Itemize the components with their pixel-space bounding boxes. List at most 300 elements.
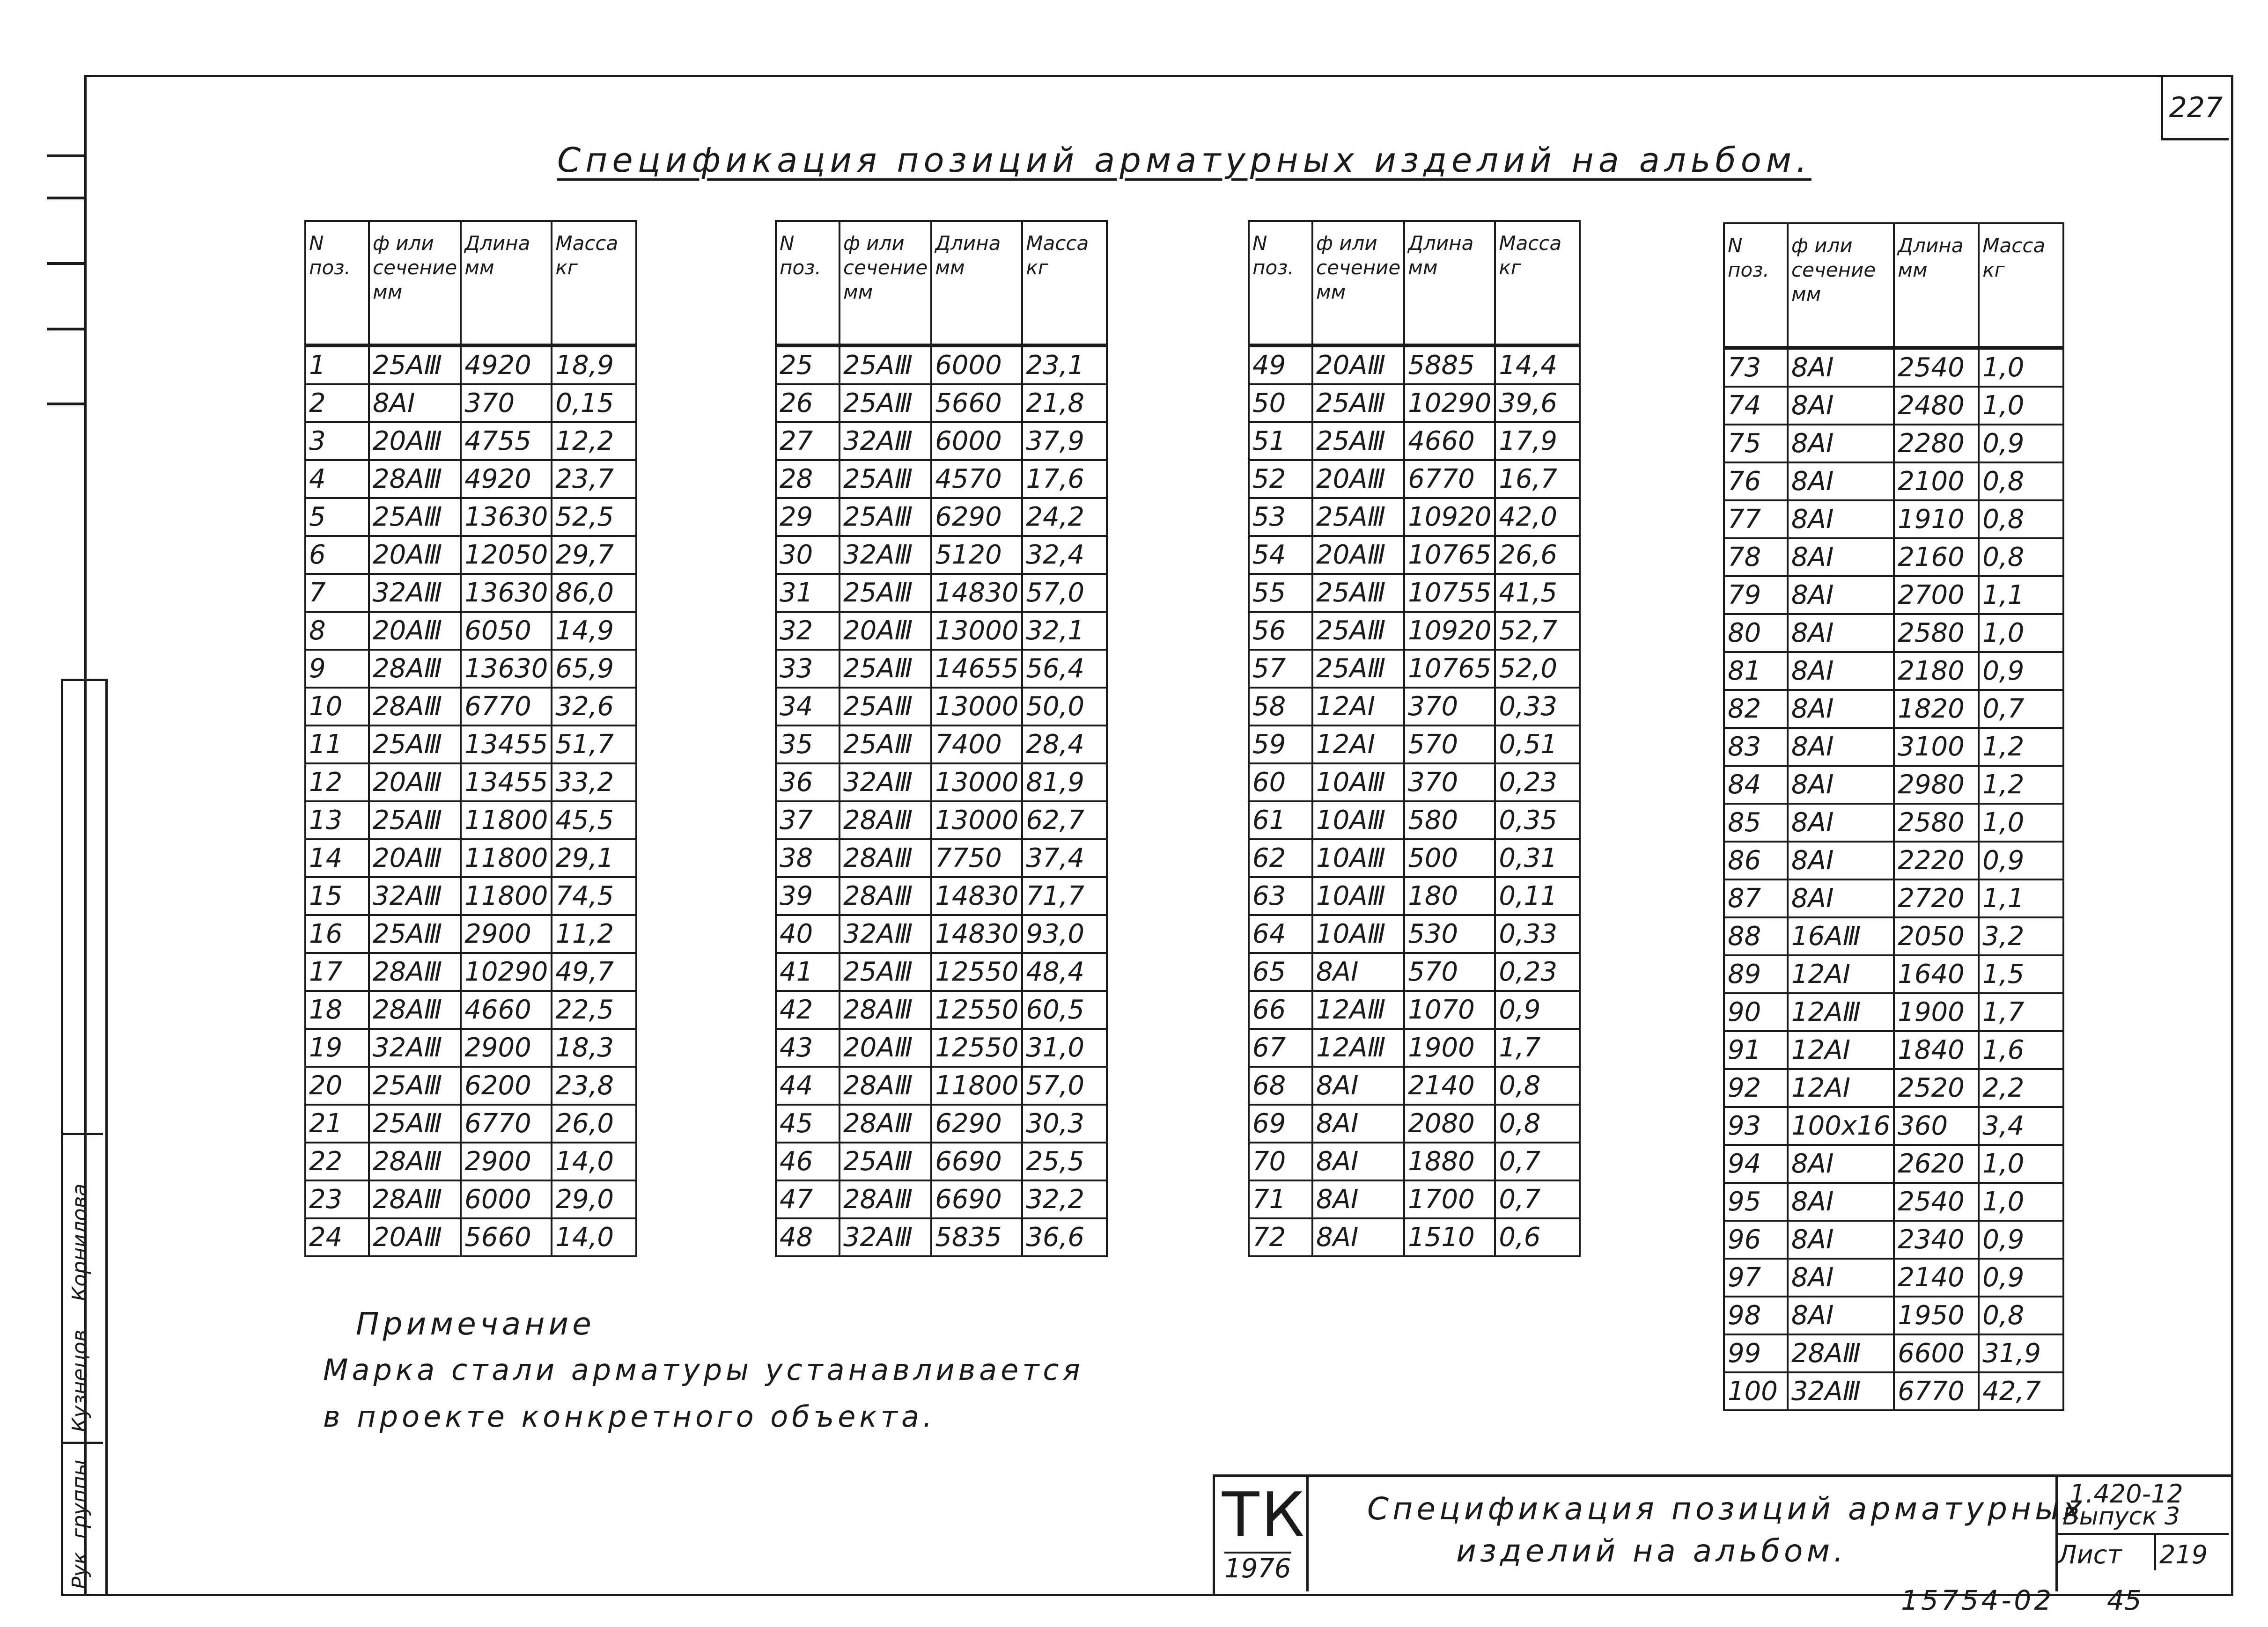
table-cell: 7400 <box>931 726 1022 763</box>
table-cell: 14830 <box>931 877 1022 915</box>
table-cell: 5660 <box>461 1218 552 1256</box>
table-cell: 11800 <box>461 839 552 877</box>
table-cell: 14,0 <box>552 1143 636 1180</box>
table-cell: 8АⅠ <box>1312 1105 1404 1143</box>
table-cell: 370 <box>461 384 552 422</box>
table-row <box>1249 574 1580 612</box>
table-cell: 12,2 <box>552 422 636 460</box>
table-row <box>1249 345 1580 384</box>
table-cell: 32АⅢ <box>839 1218 931 1256</box>
table-cell: 18,3 <box>552 1029 636 1067</box>
table-cell: 8АⅠ <box>1788 1259 1894 1297</box>
table-cell: 6770 <box>461 1105 552 1143</box>
table-cell: 13455 <box>461 763 552 801</box>
table-row <box>776 953 1107 991</box>
table-cell: 2160 <box>1894 538 1979 576</box>
table-cell: 91 <box>1724 1031 1788 1069</box>
issue: Выпуск 3 <box>2062 1502 2180 1531</box>
table-row <box>305 877 636 915</box>
table-cell: 25АⅢ <box>369 726 461 763</box>
table-row <box>776 536 1107 574</box>
table-cell: 6200 <box>461 1067 552 1105</box>
table-row <box>776 1143 1107 1180</box>
table-cell: 25АⅢ <box>839 460 931 498</box>
table-cell: 6000 <box>931 345 1022 384</box>
table-cell: 10АⅢ <box>1312 801 1404 839</box>
table-cell: 1,0 <box>1979 614 2063 652</box>
logo: ТК <box>1222 1479 1306 1550</box>
table-cell: 69 <box>1249 1105 1312 1143</box>
table-row <box>1724 1259 2063 1297</box>
strip-name-2: Корнилова <box>68 1183 92 1301</box>
table-cell: 10290 <box>461 953 552 991</box>
table-cell: 0,9 <box>1979 1221 2063 1259</box>
table-cell: 12АⅢ <box>1312 1029 1404 1067</box>
table-cell: 94 <box>1724 1145 1788 1183</box>
table-cell: 8АⅠ <box>1788 652 1894 690</box>
table-cell: 38 <box>776 839 839 877</box>
table-row <box>1249 422 1580 460</box>
column-header: ф или сечение мм <box>1312 221 1404 345</box>
table-cell: 8АⅠ <box>1788 614 1894 652</box>
table-cell: 25АⅢ <box>839 688 931 726</box>
column-header: N поз. <box>305 221 369 345</box>
column-header: Масса кг <box>1495 221 1580 345</box>
table-cell: 0,6 <box>1495 1218 1580 1256</box>
table-cell: 11800 <box>461 877 552 915</box>
table-cell: 2080 <box>1404 1105 1495 1143</box>
table-row <box>1249 915 1580 953</box>
table-cell: 31 <box>776 574 839 612</box>
table-row <box>305 1180 636 1218</box>
table-row <box>305 1218 636 1256</box>
table-cell: 12АⅢ <box>1312 991 1404 1029</box>
table-cell: 14830 <box>931 915 1022 953</box>
table-row <box>305 991 636 1029</box>
table-cell: 25АⅢ <box>839 726 931 763</box>
table-cell: 8 <box>305 612 369 650</box>
table-cell: 71,7 <box>1022 877 1107 915</box>
column-header: N поз. <box>1724 223 1788 348</box>
table-cell: 29 <box>776 498 839 536</box>
table-cell: 27 <box>776 422 839 460</box>
strip-divider <box>61 1133 103 1135</box>
table-cell: 0,9 <box>1495 991 1580 1029</box>
table-row <box>1724 955 2063 993</box>
table-cell: 10АⅢ <box>1312 763 1404 801</box>
table-row <box>1724 1334 2063 1372</box>
table-row <box>1724 1031 2063 1069</box>
table-cell: 28 <box>776 460 839 498</box>
table-cell: 48 <box>776 1218 839 1256</box>
table-cell: 20АⅢ <box>369 422 461 460</box>
table-cell: 20АⅢ <box>839 1029 931 1067</box>
table-row <box>776 915 1107 953</box>
table-cell: 12550 <box>931 1029 1022 1067</box>
table-cell: 6770 <box>461 688 552 726</box>
table-cell: 2180 <box>1894 652 1979 690</box>
table-cell: 15 <box>305 877 369 915</box>
table-cell: 48,4 <box>1022 953 1107 991</box>
table-cell: 7750 <box>931 839 1022 877</box>
column-header: ф или сечение мм <box>369 221 461 345</box>
table-cell: 1,0 <box>1979 387 2063 425</box>
table-cell: 13000 <box>931 763 1022 801</box>
table-cell: 18 <box>305 991 369 1029</box>
table-row <box>305 953 636 991</box>
table-row <box>776 422 1107 460</box>
table-cell: 8АⅠ <box>1788 879 1894 917</box>
table-cell: 25АⅢ <box>369 1067 461 1105</box>
table-cell: 14 <box>305 839 369 877</box>
table-cell: 37,9 <box>1022 422 1107 460</box>
table-cell: 20АⅢ <box>1312 536 1404 574</box>
table-row <box>305 839 636 877</box>
table-cell: 37 <box>776 801 839 839</box>
table-cell: 31,9 <box>1979 1334 2063 1372</box>
table-row <box>776 1067 1107 1105</box>
table-cell: 70 <box>1249 1143 1312 1180</box>
table-cell: 2140 <box>1404 1067 1495 1105</box>
table-cell: 8АⅠ <box>1788 500 1894 538</box>
table-row <box>1724 1145 2063 1183</box>
table-cell: 16АⅢ <box>1788 917 1894 955</box>
table-cell: 0,8 <box>1495 1105 1580 1143</box>
table-cell: 8АⅠ <box>1788 842 1894 879</box>
table-cell: 52 <box>1249 460 1312 498</box>
table-cell: 2700 <box>1894 576 1979 614</box>
table-cell: 20АⅢ <box>1312 460 1404 498</box>
margin-tick <box>47 154 84 157</box>
column-header: Масса кг <box>1979 223 2063 348</box>
table-cell: 23,8 <box>552 1067 636 1105</box>
table-cell: 5835 <box>931 1218 1022 1256</box>
table-row <box>305 1067 636 1105</box>
table-cell: 32АⅢ <box>1788 1372 1894 1410</box>
table-cell: 4660 <box>1404 422 1495 460</box>
table-cell: 75 <box>1724 425 1788 462</box>
table-cell: 25АⅢ <box>839 384 931 422</box>
table-cell: 10920 <box>1404 612 1495 650</box>
table-cell: 23,1 <box>1022 345 1107 384</box>
table-cell: 42,7 <box>1979 1372 2063 1410</box>
table-cell: 0,8 <box>1979 1297 2063 1334</box>
table-cell: 32АⅢ <box>369 1029 461 1067</box>
table-cell: 77 <box>1724 500 1788 538</box>
column-header: Масса кг <box>552 221 636 345</box>
table-row <box>1249 384 1580 422</box>
table-cell: 10765 <box>1404 650 1495 688</box>
table-cell: 2050 <box>1894 917 1979 955</box>
table-row <box>1249 1067 1580 1105</box>
table-cell: 56,4 <box>1022 650 1107 688</box>
table-cell: 6690 <box>931 1143 1022 1180</box>
table-cell: 28АⅢ <box>369 460 461 498</box>
table-cell: 13630 <box>461 650 552 688</box>
table-cell: 88 <box>1724 917 1788 955</box>
table-cell: 12АⅠ <box>1312 726 1404 763</box>
table-cell: 28АⅢ <box>369 953 461 991</box>
table-cell: 28АⅢ <box>839 877 931 915</box>
table-cell: 4570 <box>931 460 1022 498</box>
table-cell: 42 <box>776 991 839 1029</box>
table-cell: 0,9 <box>1979 652 2063 690</box>
table-row <box>305 763 636 801</box>
table-row <box>1724 614 2063 652</box>
table-cell: 44 <box>776 1067 839 1105</box>
table-cell: 57,0 <box>1022 574 1107 612</box>
table-cell: 28АⅢ <box>1788 1334 1894 1372</box>
table-cell: 26,6 <box>1495 536 1580 574</box>
table-cell: 28АⅢ <box>839 1067 931 1105</box>
table-cell: 50 <box>1249 384 1312 422</box>
table-cell: 20АⅢ <box>369 536 461 574</box>
table-cell: 20АⅢ <box>369 612 461 650</box>
table-cell: 45,5 <box>552 801 636 839</box>
table-cell: 8АⅠ <box>1312 1218 1404 1256</box>
table-cell: 92 <box>1724 1069 1788 1107</box>
table-cell: 10755 <box>1404 574 1495 612</box>
table-cell: 56 <box>1249 612 1312 650</box>
spec-table-3 <box>1248 220 1581 1257</box>
bottom-page: 45 <box>2107 1584 2142 1616</box>
table-row <box>1724 1183 2063 1221</box>
table-cell: 1,1 <box>1979 879 2063 917</box>
table-cell: 74 <box>1724 387 1788 425</box>
table-cell: 0,35 <box>1495 801 1580 839</box>
table-cell: 11 <box>305 726 369 763</box>
table-cell: 25АⅢ <box>369 345 461 384</box>
column-header: Длина мм <box>1404 221 1495 345</box>
table-cell: 2220 <box>1894 842 1979 879</box>
table-cell: 52,5 <box>552 498 636 536</box>
table-cell: 32 <box>776 612 839 650</box>
table-cell: 9 <box>305 650 369 688</box>
table-cell: 6770 <box>1894 1372 1979 1410</box>
table-cell: 8АⅠ <box>1788 425 1894 462</box>
table-cell: 51,7 <box>552 726 636 763</box>
table-cell: 1,1 <box>1979 576 2063 614</box>
table-row <box>1724 462 2063 500</box>
table-row <box>1249 1180 1580 1218</box>
table-cell: 0,7 <box>1979 690 2063 728</box>
sheet-label: Лист <box>2058 1540 2122 1569</box>
table-cell: 13000 <box>931 801 1022 839</box>
table-cell: 6770 <box>1404 460 1495 498</box>
table-cell: 87 <box>1724 879 1788 917</box>
table-cell: 28АⅢ <box>839 839 931 877</box>
document-title: Спецификация позиций арматурных изделий на альбом. <box>557 140 1811 180</box>
table-cell: 8АⅠ <box>1312 1143 1404 1180</box>
table-cell: 10АⅢ <box>1312 915 1404 953</box>
table-cell: 79 <box>1724 576 1788 614</box>
table-cell: 500 <box>1404 839 1495 877</box>
table-cell: 25АⅢ <box>369 1105 461 1143</box>
table-cell: 86 <box>1724 842 1788 879</box>
table-cell: 53 <box>1249 498 1312 536</box>
table-cell: 95 <box>1724 1183 1788 1221</box>
table-cell: 8АⅠ <box>1788 387 1894 425</box>
table-cell: 12АⅠ <box>1788 1031 1894 1069</box>
table-row <box>776 345 1107 384</box>
table-cell: 360 <box>1894 1107 1979 1145</box>
column-header: N поз. <box>1249 221 1312 345</box>
bottom-code: 15754-02 <box>1901 1584 2054 1616</box>
table-cell: 10 <box>305 688 369 726</box>
table-cell: 22,5 <box>552 991 636 1029</box>
table-cell: 29,7 <box>552 536 636 574</box>
table-cell: 1,5 <box>1979 955 2063 993</box>
table-cell: 12АⅢ <box>1788 993 1894 1031</box>
table-cell: 51 <box>1249 422 1312 460</box>
table-cell: 8АⅠ <box>1788 728 1894 766</box>
title-block-line-1: Спецификация позиций арматурных <box>1367 1491 2085 1527</box>
table-row <box>305 1029 636 1067</box>
table-cell: 12050 <box>461 536 552 574</box>
table-row <box>776 574 1107 612</box>
table-cell: 3100 <box>1894 728 1979 766</box>
table-row <box>305 498 636 536</box>
table-row <box>1724 842 2063 879</box>
table-row <box>1724 804 2063 842</box>
table-cell: 64 <box>1249 915 1312 953</box>
table-cell: 97 <box>1724 1259 1788 1297</box>
table-cell: 16,7 <box>1495 460 1580 498</box>
table-cell: 25АⅢ <box>839 953 931 991</box>
table-cell: 55 <box>1249 574 1312 612</box>
table-cell: 14655 <box>931 650 1022 688</box>
table-cell: 22 <box>305 1143 369 1180</box>
table-row <box>1724 538 2063 576</box>
table-row <box>776 688 1107 726</box>
table-cell: 6050 <box>461 612 552 650</box>
table-cell: 2340 <box>1894 1221 1979 1259</box>
table-cell: 5660 <box>931 384 1022 422</box>
table-row <box>305 650 636 688</box>
table-cell: 49 <box>1249 345 1312 384</box>
table-cell: 1,0 <box>1979 1145 2063 1183</box>
table-cell: 4660 <box>461 991 552 1029</box>
table-cell: 20АⅢ <box>369 1218 461 1256</box>
table-cell: 8АⅠ <box>1788 690 1894 728</box>
table-cell: 17,9 <box>1495 422 1580 460</box>
table-cell: 63 <box>1249 877 1312 915</box>
table-cell: 0,7 <box>1495 1180 1580 1218</box>
table-cell: 20АⅢ <box>369 839 461 877</box>
table-cell: 5885 <box>1404 345 1495 384</box>
table-cell: 20АⅢ <box>1312 345 1404 384</box>
table-cell: 2480 <box>1894 387 1979 425</box>
table-cell: 3,2 <box>1979 917 2063 955</box>
table-cell: 1950 <box>1894 1297 1979 1334</box>
table-cell: 46 <box>776 1143 839 1180</box>
table-row <box>776 877 1107 915</box>
table-row <box>305 422 636 460</box>
table-cell: 32АⅢ <box>839 536 931 574</box>
table-cell: 82 <box>1724 690 1788 728</box>
table-cell: 32АⅢ <box>839 422 931 460</box>
table-cell: 81 <box>1724 652 1788 690</box>
table-cell: 62,7 <box>1022 801 1107 839</box>
table-cell: 13000 <box>931 688 1022 726</box>
table-cell: 65,9 <box>552 650 636 688</box>
table-row <box>305 801 636 839</box>
table-row <box>305 536 636 574</box>
table-cell: 8АⅠ <box>1312 1067 1404 1105</box>
table-cell: 24 <box>305 1218 369 1256</box>
table-cell: 0,23 <box>1495 953 1580 991</box>
table-cell: 25АⅢ <box>839 498 931 536</box>
table-cell: 1070 <box>1404 991 1495 1029</box>
table-cell: 1840 <box>1894 1031 1979 1069</box>
table-cell: 30 <box>776 536 839 574</box>
table-row <box>305 384 636 422</box>
table-row <box>1724 993 2063 1031</box>
table-cell: 81,9 <box>1022 763 1107 801</box>
table-cell: 41,5 <box>1495 574 1580 612</box>
table-row <box>1249 1105 1580 1143</box>
table-row <box>776 991 1107 1029</box>
table-cell: 67 <box>1249 1029 1312 1067</box>
table-row <box>776 1105 1107 1143</box>
table-row <box>1249 991 1580 1029</box>
table-cell: 39,6 <box>1495 384 1580 422</box>
table-row <box>776 1029 1107 1067</box>
table-cell: 20АⅢ <box>369 763 461 801</box>
table-cell: 8АⅠ <box>1788 1221 1894 1259</box>
table-cell: 8АⅠ <box>1788 462 1894 500</box>
table-row <box>1724 1107 2063 1145</box>
table-cell: 57 <box>1249 650 1312 688</box>
table-cell: 65 <box>1249 953 1312 991</box>
table-cell: 28АⅢ <box>369 688 461 726</box>
table-cell: 0,9 <box>1979 842 2063 879</box>
table-cell: 2 <box>305 384 369 422</box>
table-cell: 86,0 <box>552 574 636 612</box>
table-cell: 6000 <box>931 422 1022 460</box>
table-cell: 60,5 <box>1022 991 1107 1029</box>
table-cell: 5 <box>305 498 369 536</box>
table-row <box>1249 953 1580 991</box>
table-cell: 18,9 <box>552 345 636 384</box>
table-cell: 1,6 <box>1979 1031 2063 1069</box>
table-cell: 72 <box>1249 1218 1312 1256</box>
table-cell: 20 <box>305 1067 369 1105</box>
table-cell: 370 <box>1404 688 1495 726</box>
table-cell: 6 <box>305 536 369 574</box>
table-row <box>1249 612 1580 650</box>
table-cell: 47 <box>776 1180 839 1218</box>
table-cell: 29,0 <box>552 1180 636 1218</box>
table-row <box>776 384 1107 422</box>
table-row <box>1724 766 2063 804</box>
table-cell: 0,8 <box>1495 1067 1580 1105</box>
table-row <box>1724 728 2063 766</box>
note-line-2: в проекте конкретного объекта. <box>323 1400 936 1434</box>
table-cell: 59 <box>1249 726 1312 763</box>
table-cell: 25АⅢ <box>369 801 461 839</box>
table-cell: 2720 <box>1894 879 1979 917</box>
table-row <box>1724 387 2063 425</box>
table-cell: 83 <box>1724 728 1788 766</box>
column-header: ф или сечение мм <box>839 221 931 345</box>
table-cell: 28,4 <box>1022 726 1107 763</box>
table-cell: 13000 <box>931 612 1022 650</box>
table-cell: 8АⅠ <box>1312 953 1404 991</box>
table-cell: 1 <box>305 345 369 384</box>
table-cell: 1,0 <box>1979 348 2063 387</box>
table-row <box>305 915 636 953</box>
